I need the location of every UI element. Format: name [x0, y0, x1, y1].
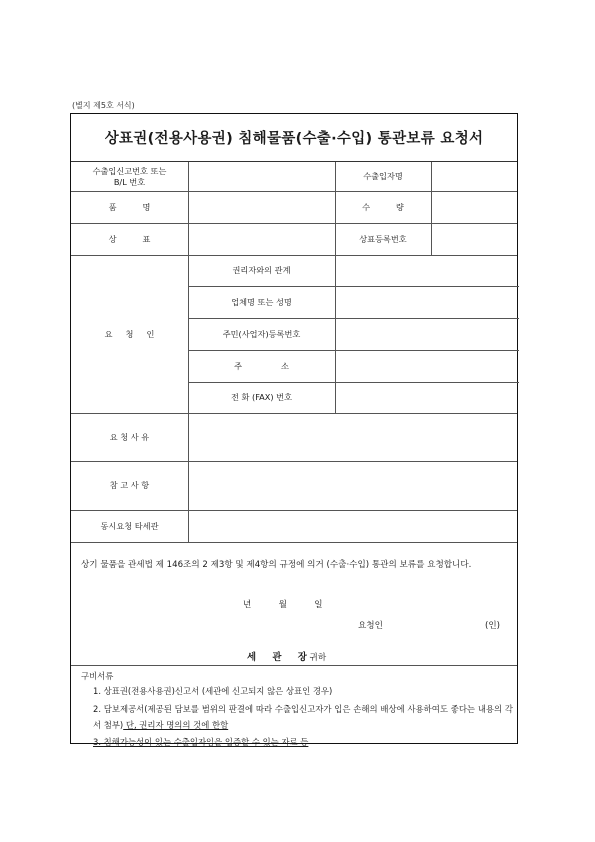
address-field[interactable] — [335, 350, 519, 382]
simultaneous-request-customs-label: 동시요청 타세관 — [100, 520, 159, 531]
grid-line — [71, 665, 517, 666]
request-reason-field[interactable] — [188, 413, 519, 461]
document-item: 3. 침해가능성이 있는 수출입자임을 입증할 수 있는 자료 등 — [93, 737, 309, 747]
document-item: 1. 상표권(전용사용권)신고서 (세관에 신고되지 않은 상표인 경우) — [93, 686, 333, 696]
form-title: 상표권(전용사용권) 침해물품(수출·수입) 통관보류 요청서 — [71, 114, 517, 162]
customs-addressee — [247, 649, 326, 663]
customs-director: 세 관 장 — [247, 652, 307, 663]
company-or-name-label: 업체명 또는 성명 — [231, 296, 292, 307]
document-item-text: 2. 담보제공서(제공된 담보를 범위의 판결에 따라 수출입신고자가 입은 손해의 배상에 사용하여도 좋다는 내용의 각서 첨부) — [93, 704, 513, 730]
trademark-label: 상 표 — [108, 233, 151, 244]
address-label: 주 소 — [234, 360, 289, 371]
relationship-to-rightsholder-label: 권리자와의 관계 — [232, 265, 291, 276]
quantity-field[interactable] — [431, 191, 519, 223]
phone-fax-field[interactable] — [335, 382, 519, 413]
relationship-to-rightsholder-field[interactable] — [335, 255, 519, 286]
trademark-registration-number-label: 상표등록번호 — [359, 233, 407, 244]
applicant-label: 요청인 — [358, 621, 383, 631]
trademark-field[interactable] — [188, 223, 335, 255]
exporter-importer-name-label: 수출입자명 — [363, 171, 403, 182]
form-number-label: (별지 제5호 서식) — [72, 101, 135, 110]
request-reason-label: 요 청 사 유 — [109, 431, 150, 442]
export-import-number-field[interactable] — [188, 162, 335, 191]
document-item — [93, 701, 513, 733]
exporter-importer-name-field[interactable] — [431, 162, 519, 191]
request-form — [70, 113, 518, 747]
requester-label: 요 청 인 — [104, 328, 155, 339]
item-name-field[interactable] — [188, 191, 335, 223]
export-import-number-label: 수출입신고번호 또는 B/L 번호 — [92, 166, 167, 187]
notes-field[interactable] — [188, 461, 519, 510]
simultaneous-request-customs-field[interactable] — [188, 510, 519, 542]
company-or-name-field[interactable] — [335, 286, 519, 318]
trademark-registration-number-field[interactable] — [431, 223, 519, 255]
notes-label: 참 고 사 항 — [109, 480, 150, 491]
date-line: 년 월 일 — [243, 600, 323, 610]
document-item-condition: 단, 권리자 명의의 것에 한함 — [123, 720, 229, 730]
registration-number-field[interactable] — [335, 318, 519, 350]
seal-label: (인) — [485, 621, 501, 631]
required-documents-title: 구비서류 — [81, 671, 114, 681]
registration-number-label: 주민(사업자)등록번호 — [222, 328, 301, 339]
grid-line — [71, 542, 517, 543]
item-name-label: 품 명 — [108, 201, 151, 212]
request-statement: 상기 물품을 관세법 제 146조의 2 제3항 및 제4항의 규정에 의거 (수출·수입) 통관의 보류를 요청합니다. — [81, 560, 472, 570]
quantity-label: 수 량 — [362, 201, 404, 212]
phone-fax-label: 전 화 (FAX) 번호 — [231, 392, 292, 403]
customs-suffix: 귀하 — [309, 653, 327, 663]
